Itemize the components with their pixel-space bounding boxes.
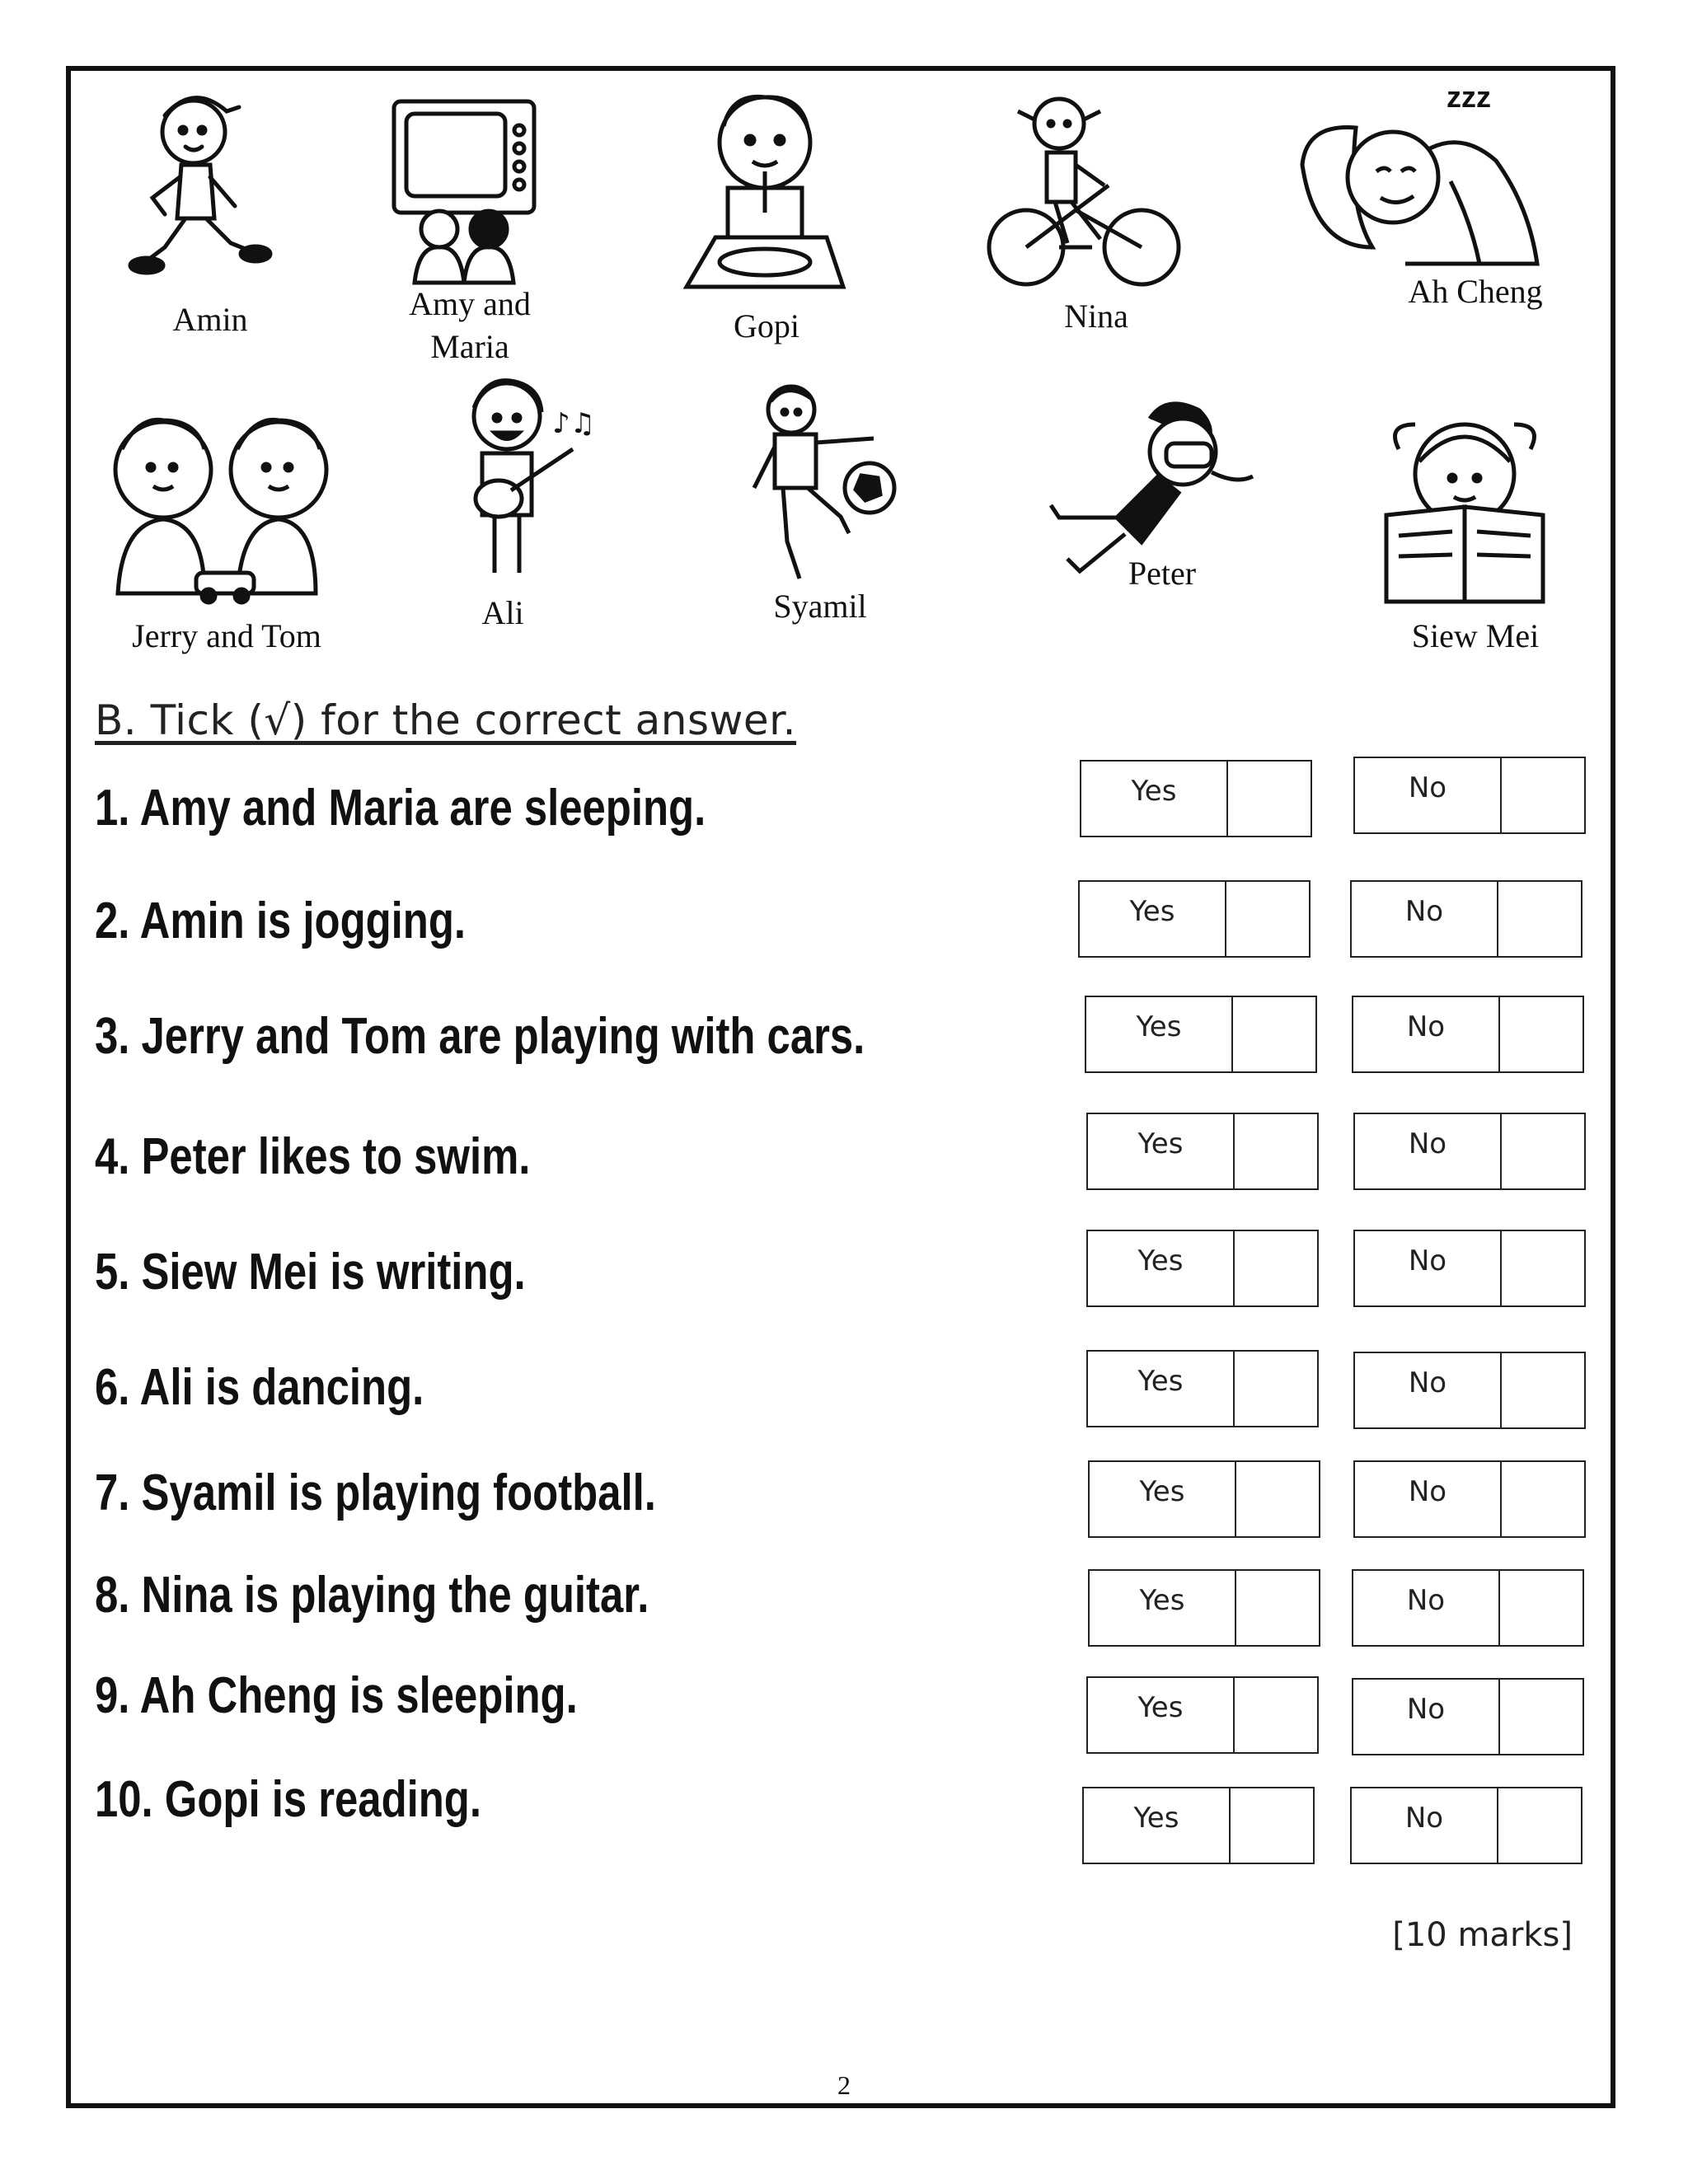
tick-cell[interactable] bbox=[1502, 1353, 1584, 1427]
yes-box-5[interactable] bbox=[1086, 1230, 1319, 1307]
girl-reading-icon bbox=[1370, 416, 1559, 606]
no-box-5[interactable] bbox=[1353, 1230, 1586, 1307]
no-box-8[interactable] bbox=[1352, 1569, 1584, 1647]
question-10: 10. Gopi is reading. bbox=[95, 1771, 481, 1828]
tick-cell[interactable] bbox=[1500, 1571, 1582, 1645]
yes-label: Yes bbox=[1088, 1352, 1235, 1426]
tick-cell[interactable] bbox=[1498, 1788, 1581, 1863]
tick-cell[interactable] bbox=[1228, 762, 1311, 836]
tick-cell[interactable] bbox=[1500, 1680, 1582, 1754]
caption-amy-and-maria: Amy and Maria bbox=[409, 285, 531, 365]
section-title: B. Tick (√) for the correct answer. bbox=[95, 696, 797, 744]
total-marks: [10 marks] bbox=[1392, 1916, 1573, 1954]
no-label: No bbox=[1355, 1114, 1502, 1188]
yes-box-6[interactable] bbox=[1086, 1350, 1319, 1427]
question-8: 8. Nina is playing the guitar. bbox=[95, 1567, 649, 1624]
no-label: No bbox=[1352, 1788, 1498, 1863]
yes-box-8[interactable] bbox=[1088, 1569, 1320, 1647]
tick-cell[interactable] bbox=[1235, 1231, 1317, 1305]
tick-cell[interactable] bbox=[1498, 882, 1581, 956]
tick-cell[interactable] bbox=[1500, 997, 1582, 1071]
boy-jogging-icon bbox=[115, 82, 280, 288]
no-box-6[interactable] bbox=[1353, 1352, 1586, 1429]
no-label: No bbox=[1355, 758, 1502, 832]
no-box-3[interactable] bbox=[1352, 996, 1584, 1073]
no-box-10[interactable] bbox=[1350, 1787, 1582, 1864]
question-1: 1. Amy and Maria are sleeping. bbox=[95, 780, 706, 837]
yes-label: Yes bbox=[1081, 762, 1228, 836]
yes-box-1[interactable] bbox=[1080, 760, 1312, 837]
caption-ah-cheng: Ah Cheng bbox=[1408, 273, 1543, 310]
tick-cell[interactable] bbox=[1235, 1352, 1317, 1426]
no-label: No bbox=[1352, 882, 1498, 956]
svg-text:zzz: zzz bbox=[1447, 80, 1491, 114]
tick-cell[interactable] bbox=[1502, 1462, 1584, 1536]
no-label: No bbox=[1353, 1571, 1500, 1645]
boy-sleeping-icon bbox=[1298, 82, 1562, 272]
tick-cell[interactable] bbox=[1235, 1114, 1317, 1188]
no-label: No bbox=[1355, 1462, 1502, 1536]
yes-box-9[interactable] bbox=[1086, 1676, 1319, 1754]
no-label: No bbox=[1355, 1353, 1502, 1427]
yes-label: Yes bbox=[1080, 882, 1226, 956]
yes-label: Yes bbox=[1088, 1114, 1235, 1188]
tick-cell[interactable] bbox=[1502, 1114, 1584, 1188]
yes-label: Yes bbox=[1088, 1231, 1235, 1305]
caption-syamil: Syamil bbox=[773, 588, 867, 625]
question-9: 9. Ah Cheng is sleeping. bbox=[95, 1667, 578, 1724]
no-box-4[interactable] bbox=[1353, 1113, 1586, 1190]
page-number: 2 bbox=[837, 2070, 851, 2100]
tick-cell[interactable] bbox=[1502, 1231, 1584, 1305]
tick-cell[interactable] bbox=[1502, 758, 1584, 832]
tick-cell[interactable] bbox=[1233, 997, 1315, 1071]
no-box-7[interactable] bbox=[1353, 1460, 1586, 1538]
boy-guitar-icon bbox=[449, 375, 596, 589]
no-label: No bbox=[1353, 1680, 1500, 1754]
boy-eating-icon bbox=[682, 89, 847, 295]
no-box-2[interactable] bbox=[1350, 880, 1582, 958]
no-label: No bbox=[1355, 1231, 1502, 1305]
question-5: 5. Siew Mei is writing. bbox=[95, 1244, 526, 1301]
caption-ali: Ali bbox=[481, 594, 524, 631]
boys-playing-cars-icon bbox=[106, 416, 345, 606]
svg-text:♪♫: ♪♫ bbox=[552, 407, 596, 440]
caption-nina: Nina bbox=[1064, 298, 1128, 335]
yes-label: Yes bbox=[1086, 997, 1233, 1071]
caption-peter: Peter bbox=[1128, 555, 1197, 592]
girl-cycling-icon bbox=[985, 87, 1183, 293]
tick-cell[interactable] bbox=[1236, 1462, 1319, 1536]
no-label: No bbox=[1353, 997, 1500, 1071]
yes-label: Yes bbox=[1090, 1571, 1236, 1645]
yes-box-3[interactable] bbox=[1085, 996, 1317, 1073]
girls-watching-tv-icon bbox=[386, 97, 551, 287]
caption-siew-mei: Siew Mei bbox=[1411, 617, 1540, 654]
yes-label: Yes bbox=[1084, 1788, 1231, 1863]
yes-box-4[interactable] bbox=[1086, 1113, 1319, 1190]
yes-label: Yes bbox=[1088, 1678, 1235, 1752]
tick-cell[interactable] bbox=[1231, 1788, 1313, 1863]
yes-box-7[interactable] bbox=[1088, 1460, 1320, 1538]
caption-jerry-and-tom: Jerry and Tom bbox=[132, 617, 321, 654]
tick-cell[interactable] bbox=[1226, 882, 1309, 956]
question-7: 7. Syamil is playing football. bbox=[95, 1465, 656, 1521]
question-4: 4. Peter likes to swim. bbox=[95, 1128, 531, 1185]
question-2: 2. Amin is jogging. bbox=[95, 893, 467, 949]
caption-amin: Amin bbox=[172, 301, 248, 338]
tick-cell[interactable] bbox=[1236, 1571, 1319, 1645]
caption-gopi: Gopi bbox=[734, 307, 799, 344]
boy-football-icon bbox=[742, 381, 898, 587]
question-6: 6. Ali is dancing. bbox=[95, 1359, 424, 1416]
no-box-9[interactable] bbox=[1352, 1678, 1584, 1755]
yes-box-2[interactable] bbox=[1078, 880, 1311, 958]
question-3: 3. Jerry and Tom are playing with cars. bbox=[95, 1008, 865, 1065]
no-box-1[interactable] bbox=[1353, 757, 1586, 834]
yes-label: Yes bbox=[1090, 1462, 1236, 1536]
tick-cell[interactable] bbox=[1235, 1678, 1317, 1752]
yes-box-10[interactable] bbox=[1082, 1787, 1315, 1864]
